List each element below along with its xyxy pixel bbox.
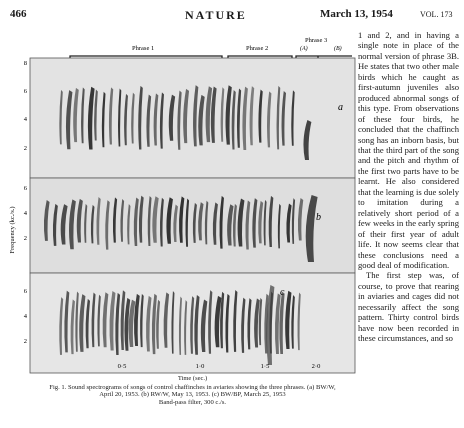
journal-title: NATURE	[185, 8, 247, 22]
phrase2-label: Phrase 2	[246, 45, 269, 52]
x-tick-2-0: 2·0	[311, 363, 321, 370]
panel-label-c: c	[280, 287, 285, 298]
y-axis-label: Frequency (kc./s.)	[9, 206, 16, 254]
page-number: 466	[10, 8, 27, 20]
phrase3-label: Phrase 3	[305, 37, 328, 44]
caption-line-1: Fig. 1. Sound spectrograms of songs of control chaffinches in aviaries showing the three phrases. (a) BW/W,	[49, 383, 336, 391]
x-tick-1-0: 1·0	[195, 363, 205, 370]
phrase3b-label: (B)	[334, 46, 342, 52]
y-tick-b-4: 4	[23, 210, 27, 217]
body-paragraph-1: 1 and 2, and in having a single note in place of the normal version of phrase 3B. He states that two other male birds which he caught as first-autumn juveniles also produced abnormal songs of this type. From observations of these four birds, he concluded that the chaffinch song has an inborn basis, but that the third part of the song and the pitch and rhythm of the first two parts have to be learnt. He also considered that the learning is due solely to imitation during a relatively short period of a few weeks in the early spring of their first year of adult life. It now seems clear that these conclusions need a good deal of modification.	[358, 30, 459, 270]
x-axis-label: Time (sec.)	[177, 375, 208, 382]
volume-number: VOL. 173	[420, 10, 453, 19]
panel-label-b: b	[316, 212, 321, 223]
y-tick-c-6: 6	[23, 288, 27, 295]
y-tick-a-2: 2	[23, 145, 27, 152]
caption-line-2: April 20, 1953. (b) RW/W, May 13, 1953. (c) BW/BP, March 25, 1953	[99, 391, 286, 399]
panel-label-a: a	[338, 102, 343, 113]
body-text-column	[358, 30, 459, 344]
issue-date: March 13, 1954	[320, 8, 393, 20]
y-tick-a-4: 4	[23, 116, 27, 123]
caption-line-3: Band-pass filter, 300 c./s.	[158, 398, 227, 406]
y-tick-c-2: 2	[23, 338, 27, 345]
phrase3a-label: (A)	[300, 46, 308, 52]
y-tick-a-6: 6	[23, 88, 27, 95]
y-tick-b-6: 6	[23, 185, 27, 192]
y-tick-a-8: 8	[23, 60, 27, 67]
y-tick-b-2: 2	[23, 235, 27, 242]
figure-caption	[30, 375, 355, 406]
phrase1-label: Phrase 1	[132, 45, 155, 52]
y-tick-c-4: 4	[23, 313, 27, 320]
body-paragraph-2: The first step was, of course, to prove that rearing in aviaries and cages did not necessarily affect the song pattern. Thirty control birds have now been recorded in these circumstances, and so	[358, 270, 459, 344]
x-tick-1-5: 1·5	[260, 363, 270, 370]
x-tick-0-5: 0·5	[117, 363, 127, 370]
